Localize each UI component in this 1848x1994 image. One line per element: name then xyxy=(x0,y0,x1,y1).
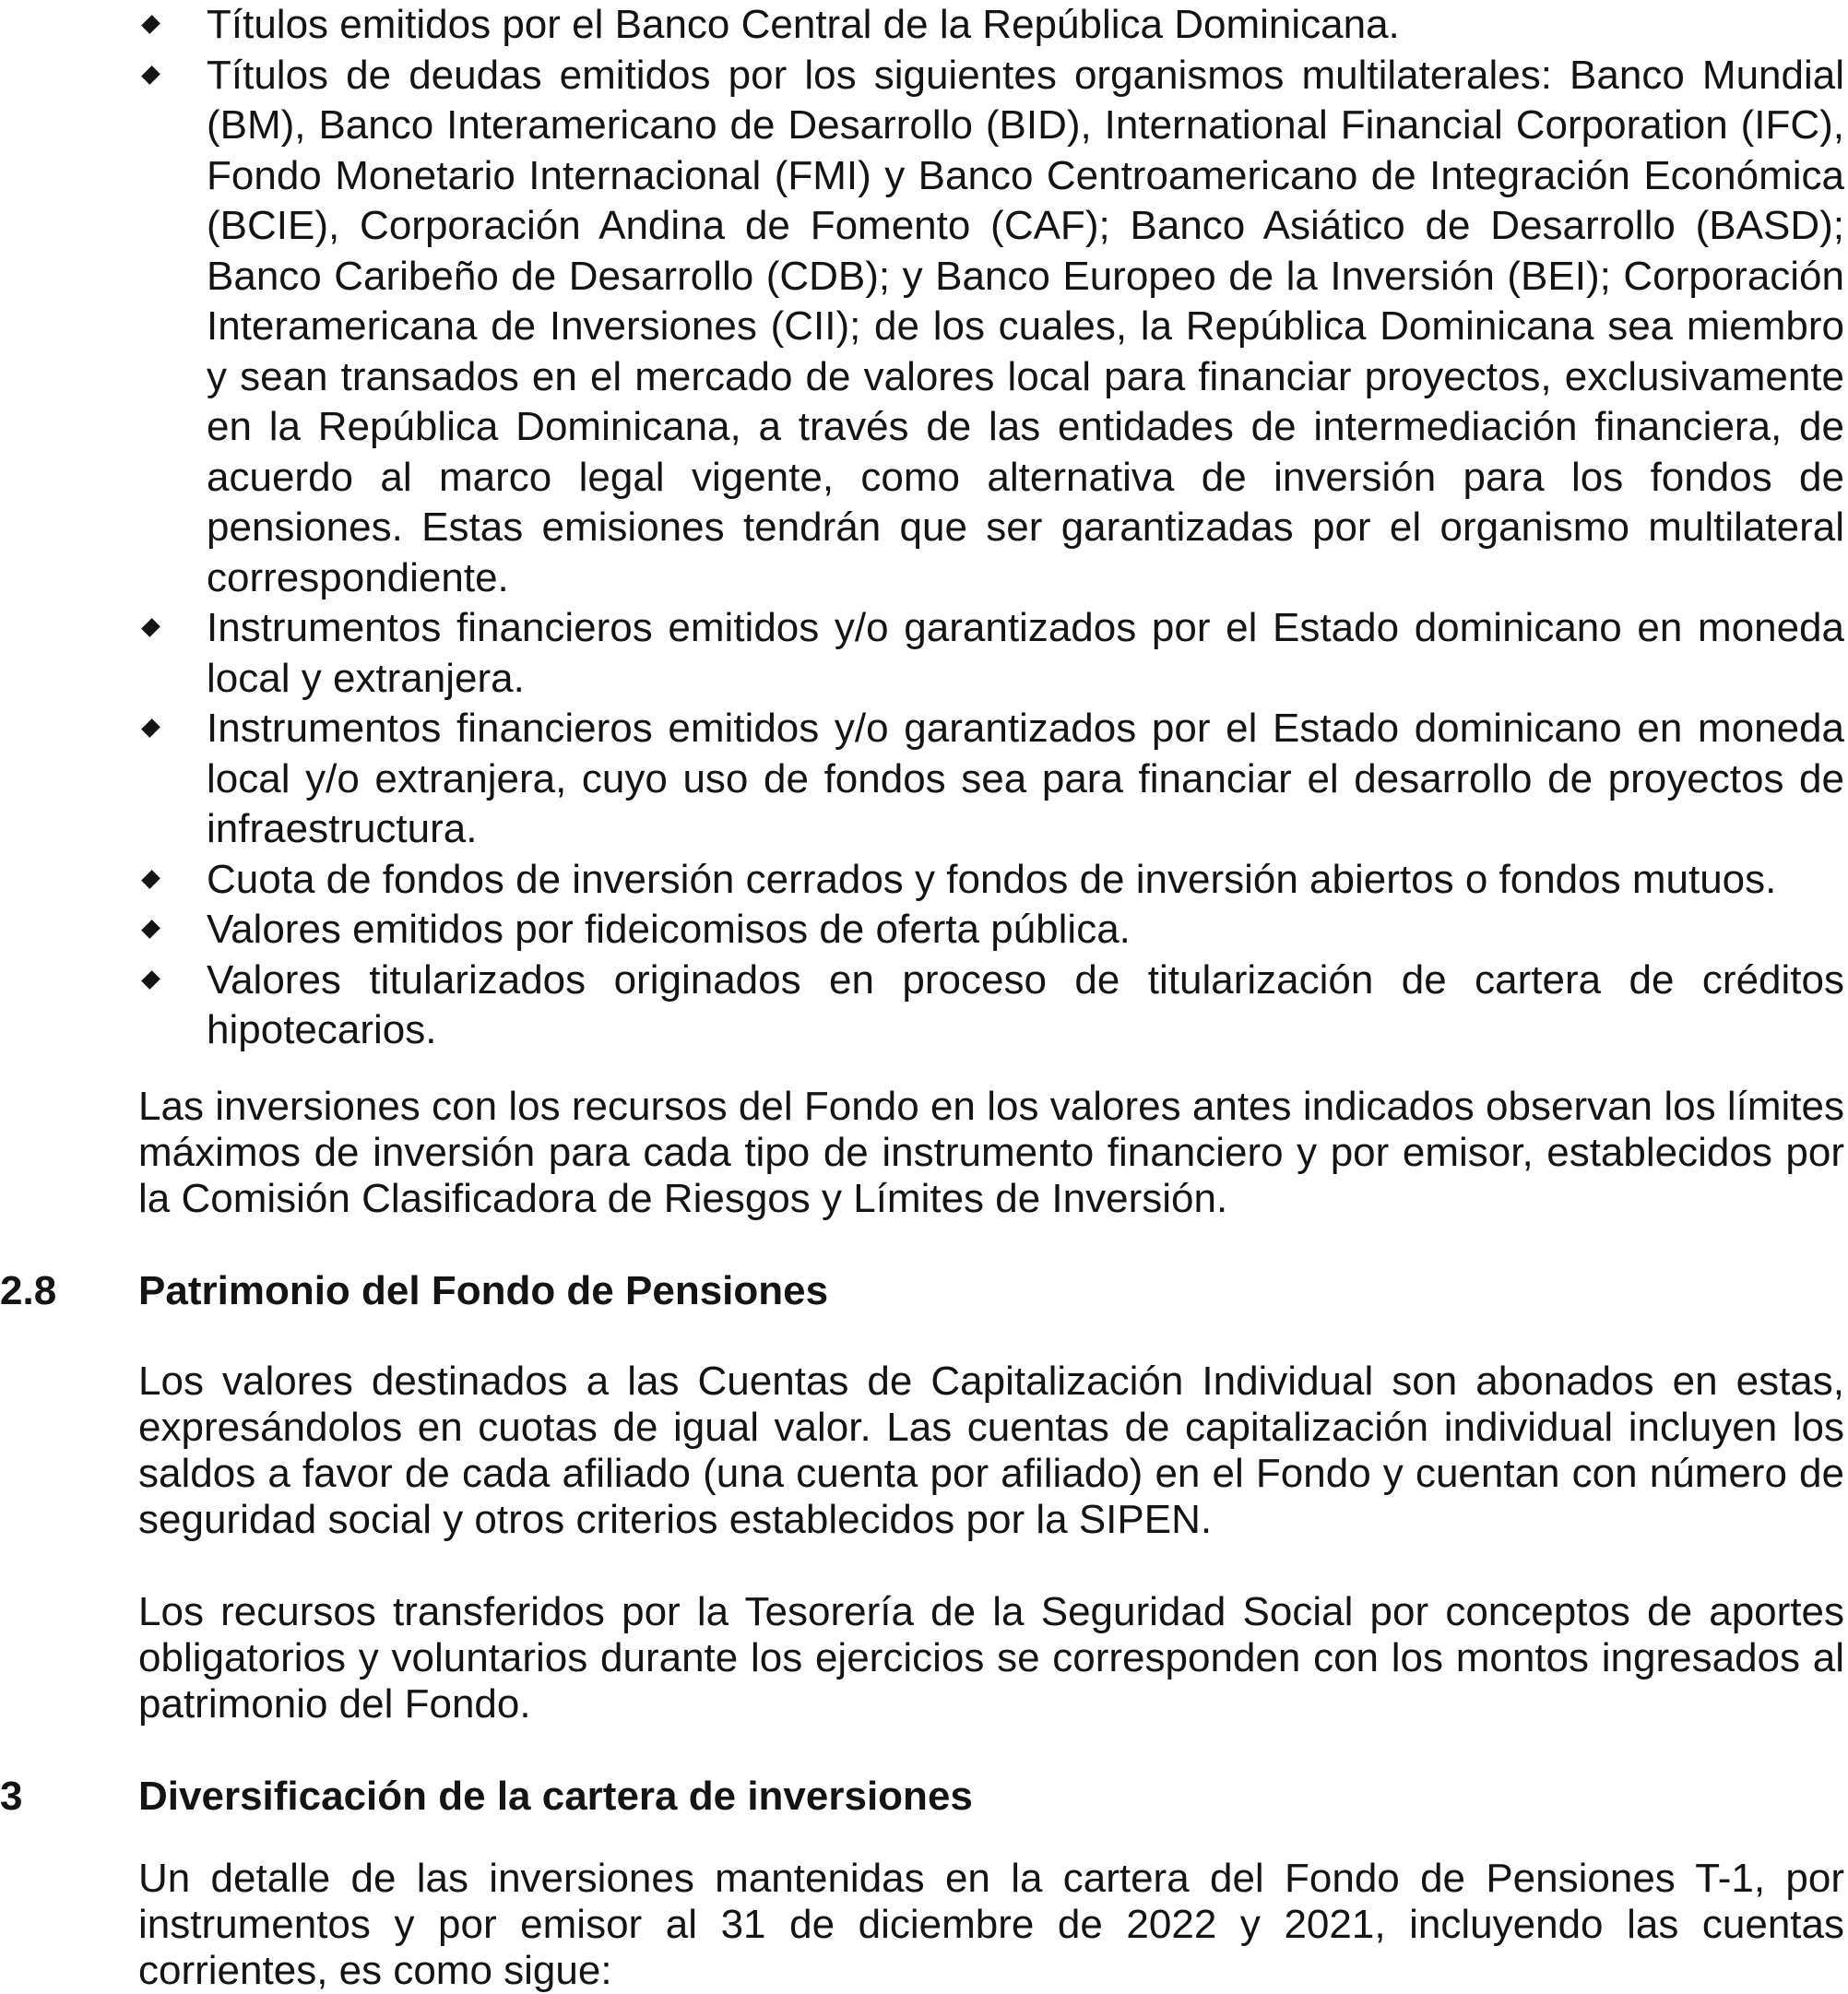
list-item-text: Títulos emitidos por el Banco Central de la República Dominicana. xyxy=(207,2,1400,47)
list-item xyxy=(138,955,1844,1056)
section-number: 2.8 xyxy=(0,1268,57,1313)
diamond-bullet-icon xyxy=(141,970,160,990)
diamond-bullet-icon xyxy=(141,870,160,889)
list-item xyxy=(138,603,1844,704)
section-title: Patrimonio del Fondo de Pensiones xyxy=(138,1268,829,1313)
list-item-text: Valores titularizados originados en proceso de titularización de cartera de créditos hipotecarios. xyxy=(207,956,1844,1052)
list-item xyxy=(138,0,1844,51)
eligible-instruments-list xyxy=(138,0,1844,1056)
section-3-paragraph-1: Un detalle de las inversiones mantenidas en la cartera del Fondo de Pensiones T-1, por instrumentos y por emisor al 31 de diciembre de 2022 y 2021, incluyendo las cuentas corrientes, es como sigue: xyxy=(138,1856,1844,1993)
section-number: 3 xyxy=(0,1774,23,1819)
investment-limits-paragraph: Las inversiones con los recursos del Fondo en los valores antes indicados observan los límites máximos de inversión para cada tipo de instrumento financiero y por emisor, establecidos por la Comisión Clasificadora de Riesgos y Límites de Inversión. xyxy=(138,1084,1844,1221)
list-item xyxy=(138,51,1844,604)
list-item-text: Instrumentos financieros emitidos y/o garantizados por el Estado dominicano en moneda local y extranjera. xyxy=(207,605,1844,701)
diamond-bullet-icon xyxy=(141,920,160,939)
diamond-bullet-icon xyxy=(141,618,160,637)
list-item-text: Valores emitidos por fideicomisos de oferta pública. xyxy=(207,907,1131,952)
section-2-8-paragraph-2: Los recursos transferidos por la Tesorería de la Seguridad Social por conceptos de aportes obligatorios y voluntarios durante los ejercicios se corresponden con los montos ingresados al patrimonio del Fondo. xyxy=(138,1589,1844,1727)
diamond-bullet-icon xyxy=(141,65,160,85)
diamond-bullet-icon xyxy=(141,718,160,738)
list-item xyxy=(138,855,1844,906)
list-item-text: Cuota de fondos de inversión cerrados y fondos de inversión abiertos o fondos mutuos. xyxy=(207,856,1777,902)
section-2-8-paragraph-1: Los valores destinados a las Cuentas de Capitalización Individual son abonados en estas, expresándolos en cuotas de igual valor. Las cuentas de capitalización individual incluyen los saldos a favor de cada afiliado (una cuenta por afiliado) en el Fondo y cuentan con número de seguridad social y otros criterios establecidos por la SIPEN. xyxy=(138,1359,1844,1542)
diamond-bullet-icon xyxy=(141,15,160,34)
section-title: Diversificación de la cartera de inversiones xyxy=(138,1774,973,1819)
list-item xyxy=(138,905,1844,955)
list-item xyxy=(138,704,1844,855)
list-item-text: Títulos de deudas emitidos por los siguientes organismos multilaterales: Banco Mundial (BM), Banco Interamericano de Desarrollo (BID), International Financial Corporation (IFC), Fondo Monetario Internacional (FMI) y Banco Centroamericano de Integración Económica (BCIE), Corporación Andina de Fomento (CAF); Banco Asiático de Desarrollo (BASD); Banco Caribeño de Desarrollo (CDB); y Banco Europeo de la Inversión (BEI); Corporación Interamericana de Inversiones (CII); de los cuales, la República Dominicana sea miembro y sean transados en el mercado de valores local para financiar proyectos, exclusivamente en la República Dominicana, a través de las entidades de intermediación financiera, de acuerdo al marco legal vigente, como alternativa de inversión para los fondos de pensiones. Estas emisiones tendrán que ser garantizadas por el organismo multilateral correspondiente. xyxy=(207,52,1844,600)
list-item-text: Instrumentos financieros emitidos y/o garantizados por el Estado dominicano en moneda local y/o extranjera, cuyo uso de fondos sea para financiar el desarrollo de proyectos de infraestructura. xyxy=(207,706,1844,851)
